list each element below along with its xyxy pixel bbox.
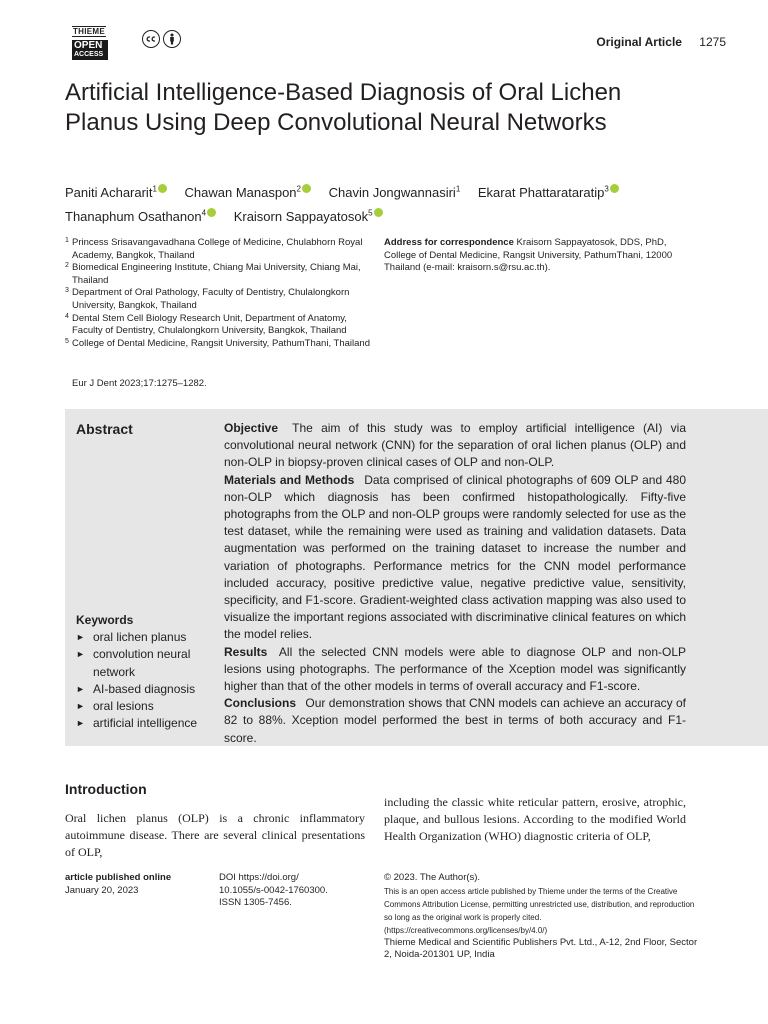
affiliation-item: 4 Dental Stem Cell Biology Research Unit, Department of Anatomy, Faculty of Dentistry, Chulalongkorn University, Bangkok, Thailand (65, 312, 347, 337)
conclusions-label: Conclusions (224, 696, 297, 711)
orcid-icon[interactable] (610, 184, 619, 193)
affiliation-item: 2 Biomedical Engineering Institute, Chiang Mai University, Chiang Mai, Thailand (65, 262, 361, 286)
objective-label: Objective (224, 421, 279, 435)
keywords-block (76, 612, 197, 732)
orcid-icon[interactable] (158, 184, 167, 193)
article-title: Artificial Intelligence-Based Diagnosis of Oral Lichen Planus Using Deep Convolutional Neural Networks (65, 79, 622, 136)
orcid-icon[interactable] (207, 208, 216, 217)
methods-text: Data comprised of clinical photographs of 609 OLP and 480 non-OLP which diagnosis has been confirmed histopathologically. Fifty-five photographs from the OLP and non-OLP groups were randomly selected for use as the test dataset, while the remaining were used as training and validation datasets. Data augmentation was performed on the training dataset to increase the number and variation of photographs. Performance metrics for the CNN model performance included accuracy, positive predictive value, negative predictive value, sensitivity, specificity, and F1-score. Gradient-weighted class activation mapping was also used to visualize the important regions associated with discriminative clinical features on which the model relies. (224, 472, 686, 642)
introduction-heading: Introduction (65, 781, 147, 797)
open-access-badge: OPEN ACCESS (72, 40, 108, 60)
published-date: January 20, 2023 (65, 884, 139, 896)
introduction-col2: including the classic white reticular pattern, erosive, atrophic, plaque, and bullous lesions. According to the modified World Health Organization (WHO) diagnostic criteria of OLP, (384, 795, 686, 843)
correspondence-text: Kraisorn Sappayatosok, DDS, PhD, College of Dental Medicine, Rangsit University, PathumThani, 12000 Thailand (e-mail: kraisorn.s@rsu.ac.th). (384, 237, 673, 274)
copyright-block (384, 872, 704, 962)
article-type: Original Article (596, 35, 682, 49)
license-icons (142, 30, 181, 48)
thieme-open-access-logo (72, 21, 110, 58)
keyword-item-continued: network (93, 664, 136, 679)
results-label: Results (224, 644, 268, 659)
published-label: article published online (65, 872, 172, 883)
results-text: All the selected CNN models were able to diagnose OLP and non-OLP lesions using photographs. The performance of the Xception model was significantly higher than that of the other models in terms of overall accuracy and F1-score. (224, 644, 687, 694)
correspondence-label: Address for correspondence (384, 237, 514, 248)
doi-line1[interactable]: DOI https://doi.org/ (219, 872, 299, 883)
correspondence-address (384, 237, 694, 275)
abstract-body (224, 420, 686, 747)
author-list (65, 180, 705, 227)
abstract-heading: Abstract (76, 421, 133, 437)
issn: ISSN 1305-7456. (219, 897, 292, 909)
author[interactable]: Chawan Manaspon$^2$ (185, 185, 311, 200)
keyword-item: ► AI-based diagnosis (76, 681, 197, 698)
keyword-item: ► convolution neural (76, 646, 197, 663)
publisher-address: Thieme Medical and Scientific Publishers Pvt. Ltd., A-12, 2nd Floor, Sector 2, Noida-201301 UP, India (384, 936, 698, 961)
conclusions-text: Our demonstration shows that CNN models can achieve an accuracy of 82 to 88%. Xception model performed the best in terms of both accuracy and F1-score. (224, 696, 686, 745)
publication-info (65, 872, 171, 897)
license-text: This is an open access article published by Thieme under the terms of the Creative Commons Attribution License, permitting unrestricted use, distribution, and reproduction so long as the original work is properly cited. (https://creativecommons.org/licenses/by/4.0/) (384, 886, 695, 935)
author[interactable]: Thanaphum Osathanon$^4$ (65, 209, 216, 224)
keyword-item: ► artificial intelligence (76, 715, 197, 732)
author[interactable]: Kraisorn Sappayatosok$^5$ (234, 209, 383, 224)
keyword-item: ► oral lichen planus (76, 629, 197, 646)
author[interactable]: Ekarat Phattarataratip$^3$ (478, 185, 619, 200)
doi-line2[interactable]: 10.1055/s-0042-1760300. (219, 884, 328, 896)
affiliation-item: 1 Princess Srisavangavadhana College of Medicine, Chulabhorn Royal Academy, Bangkok, Thailand (65, 237, 363, 261)
doi-info (219, 872, 328, 910)
copyright-line: © 2023. The Author(s). (384, 872, 481, 883)
page-number: 1275 (699, 35, 726, 49)
attribution-icon (163, 30, 181, 48)
orcid-icon[interactable] (302, 184, 311, 193)
keywords-heading: Keywords (76, 613, 134, 627)
journal-citation: Eur J Dent 2023;17:1275–1282. (72, 378, 207, 389)
affiliation-item: 3 Department of Oral Pathology, Faculty of Dentistry, Chulalongkorn University, Bangkok, Thailand (65, 287, 350, 311)
affiliation-item: 5 College of Dental Medicine, Rangsit University, PathumThani, Thailand (65, 337, 370, 349)
author[interactable]: Paniti Achararit$^1$ (65, 185, 167, 200)
methods-label: Materials and Methods (224, 472, 355, 487)
running-header (596, 35, 726, 49)
orcid-icon[interactable] (374, 208, 383, 217)
introduction-col1: Oral lichen planus (OLP) is a chronic inflammatory autoimmune disease. There are several clinical presentations of OLP, (65, 811, 365, 859)
affiliations (65, 237, 375, 350)
logo-publisher: THIEME (73, 27, 106, 36)
creative-commons-icon (142, 30, 160, 48)
objective-text: The aim of this study was to employ artificial intelligence (AI) via convolutional neural network (CNN) for the separation of oral lichen planus (OLP) and non-OLP in biopsy-proven clinical cases of OLP and non-OLP. (224, 421, 687, 470)
keyword-item: ► oral lesions (76, 698, 197, 715)
author[interactable]: Chavin Jongwannasiri$^1$ (328, 185, 461, 201)
